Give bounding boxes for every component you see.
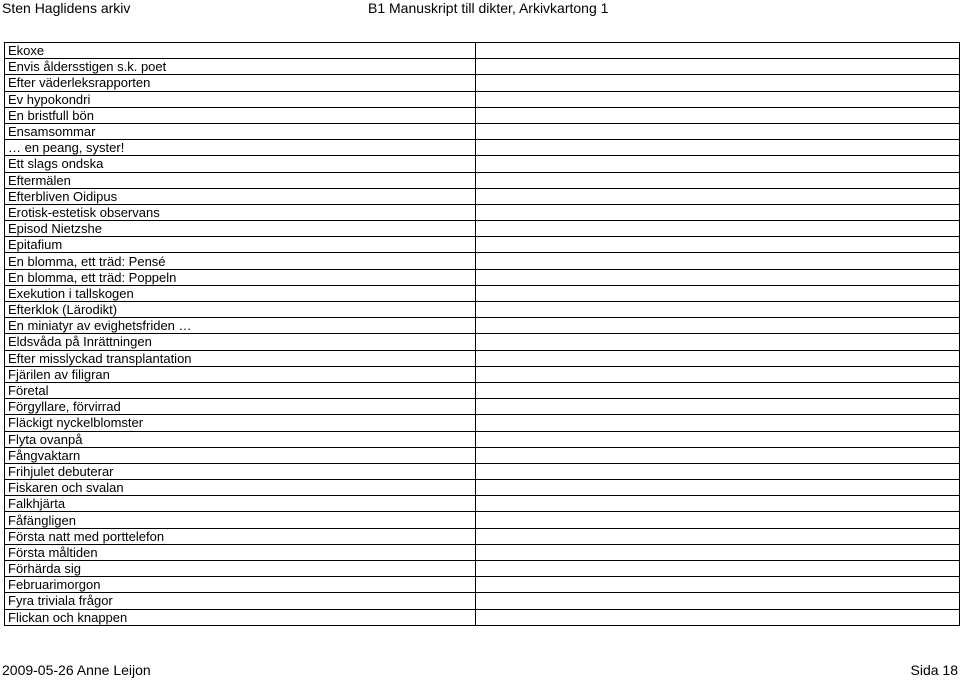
empty-cell (476, 43, 960, 59)
table-row (5, 91, 960, 107)
footer-page-number: Sida 18 (910, 662, 958, 678)
empty-cell (476, 156, 960, 172)
empty-cell (476, 415, 960, 431)
manuscript-title-cell: Fyra triviala frågor (5, 593, 476, 609)
empty-cell (476, 318, 960, 334)
manuscript-title-cell: Flickan och knappen (5, 609, 476, 625)
empty-cell (476, 512, 960, 528)
table-row (5, 528, 960, 544)
table-row (5, 561, 960, 577)
table-row (5, 496, 960, 512)
empty-cell (476, 496, 960, 512)
manuscript-title-cell: En blomma, ett träd: Pensé (5, 253, 476, 269)
table-row (5, 512, 960, 528)
table-row (5, 253, 960, 269)
empty-cell (476, 107, 960, 123)
empty-cell (476, 91, 960, 107)
manuscript-title-cell: Exekution i tallskogen (5, 285, 476, 301)
manuscript-title-cell: Efter väderleksrapporten (5, 75, 476, 91)
manuscript-title-cell: Februarimorgon (5, 577, 476, 593)
empty-cell (476, 253, 960, 269)
empty-cell (476, 447, 960, 463)
manuscript-title-cell: Ensamsommar (5, 123, 476, 139)
table-row (5, 334, 960, 350)
manuscript-table-body (5, 43, 960, 626)
empty-cell (476, 431, 960, 447)
table-row (5, 415, 960, 431)
manuscript-title-cell: Eldsvåda på Inrättningen (5, 334, 476, 350)
empty-cell (476, 480, 960, 496)
table-row (5, 75, 960, 91)
manuscript-title-cell: Fjärilen av filigran (5, 366, 476, 382)
manuscript-title-cell: Epitafium (5, 237, 476, 253)
table-row (5, 593, 960, 609)
table-row (5, 156, 960, 172)
empty-cell (476, 528, 960, 544)
empty-cell (476, 172, 960, 188)
table-row (5, 447, 960, 463)
manuscript-title-cell: Ekoxe (5, 43, 476, 59)
empty-cell (476, 577, 960, 593)
manuscript-title-cell: Envis åldersstigen s.k. poet (5, 59, 476, 75)
table-row (5, 318, 960, 334)
table-row (5, 172, 960, 188)
table-row (5, 431, 960, 447)
manuscript-title-cell: Företal (5, 382, 476, 398)
empty-cell (476, 382, 960, 398)
empty-cell (476, 221, 960, 237)
empty-cell (476, 75, 960, 91)
empty-cell (476, 123, 960, 139)
footer-date-author: 2009-05-26 Anne Leijon (2, 662, 151, 678)
manuscript-title-cell: Förhärda sig (5, 561, 476, 577)
manuscript-title-cell: Efterbliven Oidipus (5, 188, 476, 204)
table-row (5, 577, 960, 593)
empty-cell (476, 302, 960, 318)
manuscript-title-cell: En bristfull bön (5, 107, 476, 123)
empty-cell (476, 237, 960, 253)
empty-cell (476, 140, 960, 156)
manuscript-title-cell: En blomma, ett träd: Poppeln (5, 269, 476, 285)
manuscript-title-cell: Eftermälen (5, 172, 476, 188)
empty-cell (476, 593, 960, 609)
table-row (5, 204, 960, 220)
manuscript-title-cell: Första natt med porttelefon (5, 528, 476, 544)
empty-cell (476, 561, 960, 577)
empty-cell (476, 334, 960, 350)
manuscript-title-cell: … en peang, syster! (5, 140, 476, 156)
table-row (5, 463, 960, 479)
empty-cell (476, 463, 960, 479)
manuscript-title-cell: Förgyllare, förvirrad (5, 399, 476, 415)
table-row (5, 221, 960, 237)
manuscript-title-cell: Frihjulet debuterar (5, 463, 476, 479)
manuscript-table (4, 42, 960, 626)
table-row (5, 285, 960, 301)
table-row (5, 480, 960, 496)
manuscript-title-cell: Första måltiden (5, 544, 476, 560)
table-row (5, 237, 960, 253)
manuscript-title-cell: Fläckigt nyckelblomster (5, 415, 476, 431)
empty-cell (476, 285, 960, 301)
empty-cell (476, 188, 960, 204)
table-row (5, 366, 960, 382)
table-row (5, 123, 960, 139)
table-row (5, 59, 960, 75)
table-row (5, 399, 960, 415)
manuscript-title-cell: En miniatyr av evighetsfriden … (5, 318, 476, 334)
table-row (5, 188, 960, 204)
manuscript-title-cell: Episod Nietzshe (5, 221, 476, 237)
table-row (5, 544, 960, 560)
manuscript-title-cell: Falkhjärta (5, 496, 476, 512)
header-archive-title: Sten Haglidens arkiv (2, 0, 131, 16)
header-document-title: B1 Manuskript till dikter, Arkivkartong 1 (368, 0, 609, 16)
table-row (5, 107, 960, 123)
manuscript-title-cell: Efter misslyckad transplantation (5, 350, 476, 366)
table-row (5, 350, 960, 366)
table-row (5, 382, 960, 398)
empty-cell (476, 609, 960, 625)
table-row (5, 269, 960, 285)
empty-cell (476, 366, 960, 382)
manuscript-title-cell: Fiskaren och svalan (5, 480, 476, 496)
empty-cell (476, 269, 960, 285)
table-row (5, 43, 960, 59)
table-row (5, 140, 960, 156)
empty-cell (476, 399, 960, 415)
manuscript-title-cell: Flyta ovanpå (5, 431, 476, 447)
table-row (5, 609, 960, 625)
manuscript-title-cell: Fångvaktarn (5, 447, 476, 463)
manuscript-title-cell: Ev hypokondri (5, 91, 476, 107)
manuscript-title-cell: Erotisk-estetisk observans (5, 204, 476, 220)
manuscript-title-cell: Ett slags ondska (5, 156, 476, 172)
empty-cell (476, 204, 960, 220)
empty-cell (476, 350, 960, 366)
manuscript-title-cell: Fåfängligen (5, 512, 476, 528)
empty-cell (476, 59, 960, 75)
empty-cell (476, 544, 960, 560)
manuscript-title-cell: Efterklok (Lärodikt) (5, 302, 476, 318)
table-row (5, 302, 960, 318)
